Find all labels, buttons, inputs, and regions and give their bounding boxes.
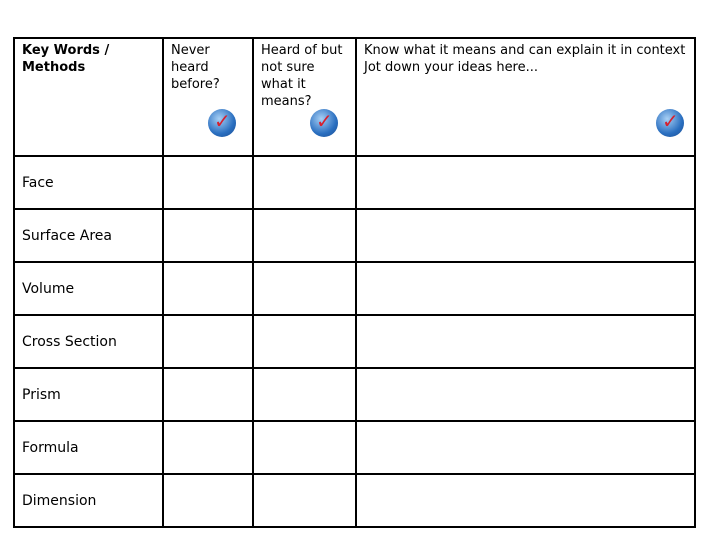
table-row	[14, 368, 695, 421]
cell[interactable]	[253, 209, 356, 262]
header-keywords: Key Words / Methods	[14, 38, 163, 156]
header-know	[356, 38, 695, 156]
header-row	[14, 38, 695, 156]
cell[interactable]	[163, 262, 253, 315]
cell[interactable]	[163, 315, 253, 368]
cell[interactable]	[356, 156, 695, 209]
table-row	[14, 156, 695, 209]
cell[interactable]	[356, 368, 695, 421]
table-row	[14, 421, 695, 474]
checkmark-icon	[310, 109, 338, 137]
table-row	[14, 209, 695, 262]
cell[interactable]	[253, 368, 356, 421]
cell[interactable]	[163, 421, 253, 474]
checkmark-icon	[656, 109, 684, 137]
cell[interactable]	[253, 262, 356, 315]
cell[interactable]	[356, 315, 695, 368]
header-know-text: Know what it means and can explain it in context	[364, 43, 686, 58]
cell[interactable]	[163, 368, 253, 421]
cell[interactable]	[356, 209, 695, 262]
checkmark-icon	[208, 109, 236, 137]
cell[interactable]	[253, 315, 356, 368]
keyword-label: Surface Area	[14, 209, 163, 262]
cell[interactable]	[163, 474, 253, 527]
table-row	[14, 262, 695, 315]
keyword-label: Cross Section	[14, 315, 163, 368]
table-row	[14, 474, 695, 527]
cell[interactable]	[253, 156, 356, 209]
table-row	[14, 315, 695, 368]
cell[interactable]	[356, 421, 695, 474]
header-know-note: Jot down your ideas here...	[364, 60, 539, 75]
keyword-label: Face	[14, 156, 163, 209]
keyword-label: Volume	[14, 262, 163, 315]
cell[interactable]	[356, 474, 695, 527]
header-heard-of: Heard of but not sure what it means? ✓	[253, 38, 356, 156]
keyword-label: Formula	[14, 421, 163, 474]
cell[interactable]	[253, 474, 356, 527]
cell[interactable]	[163, 209, 253, 262]
header-never-heard: Never heard before? ✓	[163, 38, 253, 156]
cell[interactable]	[253, 421, 356, 474]
keyword-label: Prism	[14, 368, 163, 421]
cell[interactable]	[356, 262, 695, 315]
keyword-label: Dimension	[14, 474, 163, 527]
cell[interactable]	[163, 156, 253, 209]
keywords-table	[13, 37, 696, 528]
